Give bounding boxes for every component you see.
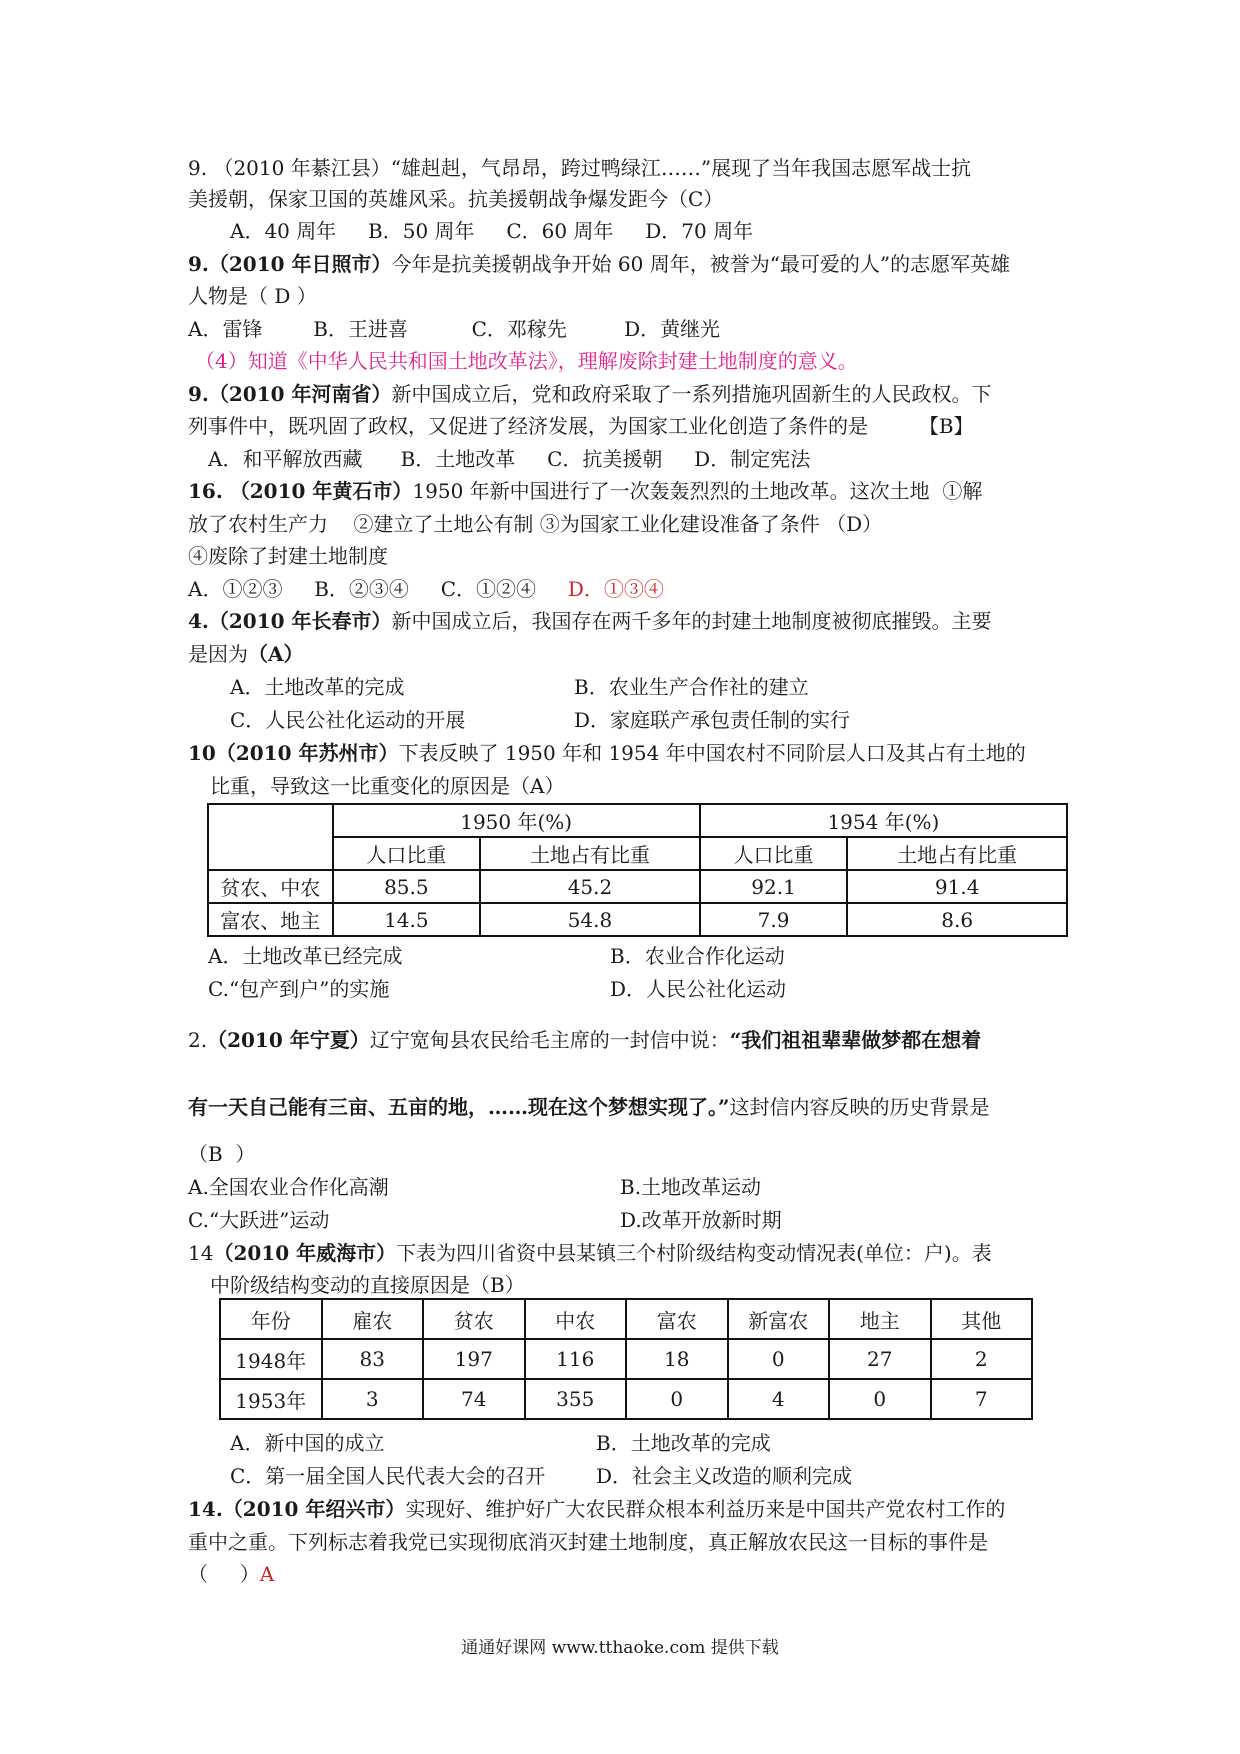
table-cell: 贫农、中农: [208, 870, 333, 903]
q6-table-sub: 土地占有比重: [480, 837, 700, 870]
q6-table-corner: [208, 804, 333, 870]
table-row: [208, 903, 1067, 936]
q7-opt-d: D.改革开放新时期: [620, 1208, 782, 1232]
q4-line2: 放了农村生产力 ②建立了土地公有制 ③为国家工业化建设准备了条件 （D）: [188, 512, 883, 536]
q4-num: 16.: [188, 479, 230, 503]
table-cell: 355: [525, 1379, 627, 1419]
table-row: [208, 870, 1067, 903]
q5-text: 新中国成立后，我国存在两千多年的封建土地制度被彻底摧毁。主要: [391, 609, 992, 633]
q7-opt-c: C.“大跃进”运动: [188, 1208, 330, 1232]
q4-text: 1950 年新中国进行了一次轰轰烈烈的土地改革。这次土地 ①解: [412, 479, 983, 503]
q6-line1: [188, 743, 1026, 763]
table-header-cell: 新富农: [728, 1299, 830, 1339]
table-cell: 116: [525, 1339, 627, 1379]
q7-num: 2.: [188, 1028, 208, 1052]
table-cell: 14.5: [333, 903, 481, 936]
q4-line3: ④废除了封建土地制度: [188, 544, 388, 568]
table-cell: 4: [728, 1379, 830, 1419]
table-cell: 54.8: [480, 903, 700, 936]
table-cell: 3: [322, 1379, 424, 1419]
q7-opt-b: B.土地改革运动: [620, 1175, 762, 1199]
q8-opt-c: C．第一届全国人民代表大会的召开: [230, 1464, 546, 1488]
table-cell: 2: [931, 1339, 1033, 1379]
q2-line1: [188, 254, 1010, 274]
q6-table-year2: 1954 年(%): [700, 804, 1067, 837]
q7-quote-1: “我们祖祖辈辈做梦都在想着: [729, 1028, 982, 1052]
q8-opt-b: B．土地改革的完成: [596, 1431, 771, 1455]
q6-opt-a: A．土地改革已经完成: [208, 944, 403, 968]
q7-line2: [188, 1097, 990, 1117]
table-header-cell: 富农: [626, 1299, 728, 1339]
q4-answer-option: D．①③④: [567, 577, 664, 601]
table-header-cell: 年份: [220, 1299, 322, 1339]
q2-options: A．雷锋 B．王进喜 C．邓稼先 D．黄继光: [188, 317, 721, 341]
table-cell: 7: [931, 1379, 1033, 1419]
table-cell: 7.9: [700, 903, 848, 936]
table-cell: 0: [829, 1379, 931, 1419]
table-cell: 74: [423, 1379, 525, 1419]
q4-line1: [188, 481, 982, 501]
table-cell: 1948年: [220, 1339, 322, 1379]
q5-tag: （2010 年长春市）: [208, 609, 392, 633]
q4-tag: （2010 年黄石市）: [229, 479, 413, 503]
q3-line2: 列事件中，既巩固了政权，又促进了经济发展，为国家工业化创造了条件的是 【B】: [188, 414, 974, 438]
q3-options: A．和平解放西藏 B．土地改革 C．抗美援朝 D．制定宪法: [208, 447, 811, 471]
q5-opt-a: A．土地改革的完成: [230, 675, 405, 699]
table-cell: 1953年: [220, 1379, 322, 1419]
q7-text: 辽宁宽甸县农民给毛主席的一封信中说：: [369, 1028, 730, 1052]
q3-line1: [188, 384, 992, 404]
q7-line1: [188, 1030, 981, 1050]
q3-num: 9.: [188, 382, 209, 406]
q6-opt-b: B．农业合作化运动: [610, 944, 785, 968]
table-row: [220, 1339, 1032, 1379]
table-cell: 92.1: [700, 870, 848, 903]
q9-tag: （2010 年绍兴市）: [222, 1497, 406, 1521]
section-title: （4）知道《中华人民共和国土地改革法》，理解废除封建土地制度的意义。: [195, 349, 858, 373]
q9-blank: （ ）: [188, 1562, 260, 1586]
table-cell: 91.4: [847, 870, 1067, 903]
table-cell: 富农、地主: [208, 903, 333, 936]
q9-text: 实现好、维护好广大农民群众根本利益历来是中国共产党农村工作的: [405, 1497, 1006, 1521]
table-cell: 0: [626, 1379, 728, 1419]
q2-tag: （2010 年日照市）: [208, 252, 392, 276]
q6-table-year1: 1950 年(%): [333, 804, 700, 837]
table-header-cell: 地主: [829, 1299, 931, 1339]
table-cell: 0: [728, 1339, 830, 1379]
q7-tag: （2010 年宁夏）: [207, 1028, 370, 1052]
q9-answer: A: [259, 1562, 275, 1586]
q9-line1: [188, 1499, 1005, 1519]
q6-opt-d: D．人民公社化运动: [610, 977, 787, 1001]
q8-tag: （2010 年威海市）: [213, 1241, 397, 1265]
table-cell: 8.6: [847, 903, 1067, 936]
q2-line2: 人物是（ D ）: [188, 284, 317, 308]
q6-num: 10: [188, 741, 216, 765]
footer-source: 通通好课网 www.tthaoke.com 提供下载: [461, 1638, 779, 1658]
q9-num: 14.: [188, 1497, 223, 1521]
table-header-cell: 中农: [525, 1299, 627, 1339]
q9-line2: 重中之重。下列标志着我党已实现彻底消灭封建土地制度，真正解放农民这一目标的事件是: [188, 1530, 988, 1554]
q8-line1: [188, 1243, 992, 1263]
q2-text: 今年是抗美援朝战争开始 60 周年，被誉为“最可爱的人”的志愿军英雄: [391, 252, 1011, 276]
q5-opt-c: C．人民公社化运动的开展: [230, 708, 466, 732]
table-cell: 45.2: [480, 870, 700, 903]
table-cell: 18: [626, 1339, 728, 1379]
q8-opt-a: A．新中国的成立: [230, 1431, 385, 1455]
q6-tag: （2010 年苏州市）: [215, 741, 399, 765]
table-header-cell: 贫农: [423, 1299, 525, 1339]
q6-table-sub: 人口比重: [333, 837, 481, 870]
q6-table-sub: 人口比重: [700, 837, 848, 870]
q1-line2: 美援朝，保家卫国的英雄风采。抗美援朝战争爆发距今（C）: [188, 187, 724, 211]
table-header-row: [220, 1299, 1032, 1339]
q4-options-black: A．①②③ B．②③④ C．①②④: [188, 577, 568, 601]
table-cell: 85.5: [333, 870, 481, 903]
q9-line3: [188, 1564, 274, 1584]
q8-opt-d: D．社会主义改造的顺利完成: [596, 1464, 853, 1488]
table-cell: 83: [322, 1339, 424, 1379]
q8-line2: 中阶级结构变动的直接原因是（B）: [210, 1273, 525, 1297]
q8-text: 下表为四川省资中县某镇三个村阶级结构变动情况表(单位：户)。表: [396, 1241, 992, 1265]
q5-line1: [188, 611, 992, 631]
q6-text: 下表反映了 1950 年和 1954 年中国农村不同阶层人口及其占有土地的: [398, 741, 1026, 765]
table-cell: 197: [423, 1339, 525, 1379]
table-header-cell: 雇农: [322, 1299, 424, 1339]
q4-options: [188, 579, 664, 599]
q7-quote-2: 有一天自己能有三亩、五亩的地，……现在这个梦想实现了。”: [188, 1095, 730, 1119]
q6-table: [207, 803, 1068, 937]
q1-options: A．40 周年 B．50 周年 C．60 周年 D．70 周年: [230, 219, 754, 243]
q2-num: 9.: [188, 252, 209, 276]
q6-opt-c: C.“包产到户”的实施: [208, 977, 390, 1001]
table-row: [220, 1379, 1032, 1419]
table-header-cell: 其他: [931, 1299, 1033, 1339]
table-cell: 27: [829, 1339, 931, 1379]
q6-line2: 比重，导致这一比重变化的原因是（A）: [210, 774, 565, 798]
q1-line1: 9. （2010 年綦江县）“雄赳赳，气昂昂，跨过鸭绿江……”展现了当年我国志愿军战士抗: [188, 156, 972, 180]
q5-opt-b: B．农业生产合作社的建立: [574, 675, 809, 699]
q8-num: 14: [188, 1241, 214, 1265]
q3-text: 新中国成立后，党和政府采取了一系列措施巩固新生的人民政权。下: [391, 382, 992, 406]
q7-opt-a: A.全国农业合作化高潮: [188, 1175, 389, 1199]
q3-tag: （2010 年河南省）: [208, 382, 392, 406]
q7-line3: （B ）: [188, 1142, 256, 1166]
q5-line2-text: 是因为: [188, 642, 248, 666]
q8-table: [219, 1298, 1033, 1420]
q6-table-sub: 土地占有比重: [847, 837, 1067, 870]
q5-num: 4.: [188, 609, 209, 633]
q5-answer: （A）: [248, 642, 304, 666]
q7-text-2: 这封信内容反映的历史背景是: [729, 1095, 990, 1119]
q5-opt-d: D．家庭联产承包责任制的实行: [574, 708, 851, 732]
q5-line2: [188, 644, 304, 664]
